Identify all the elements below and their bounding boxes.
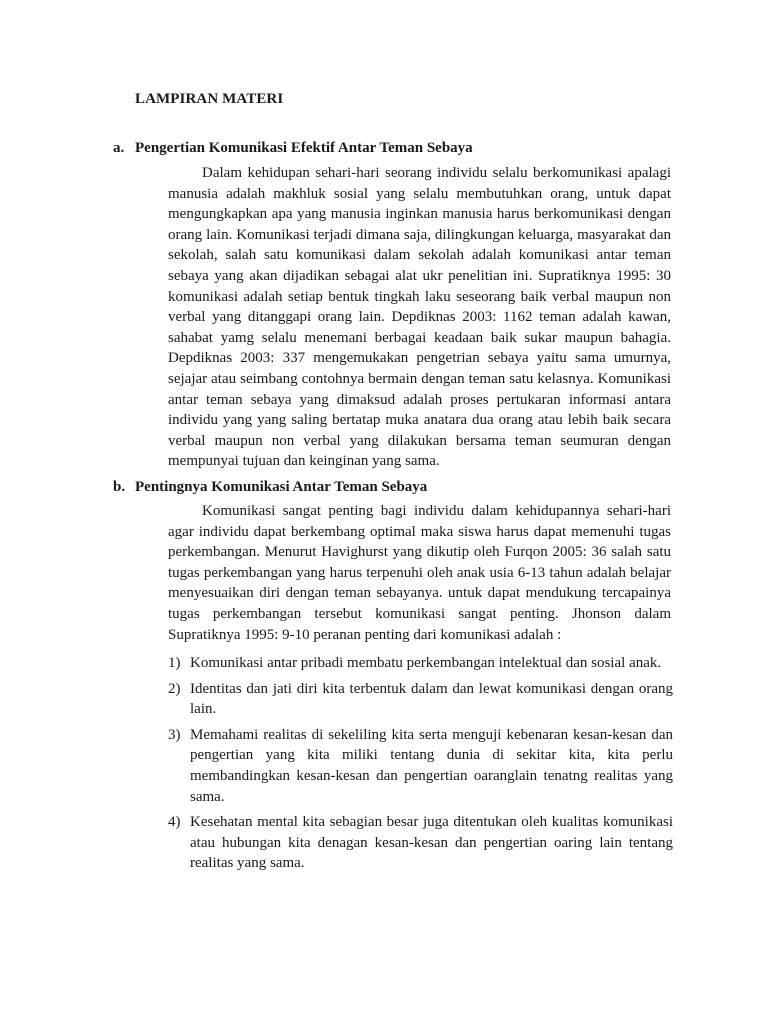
page-title: LAMPIRAN MATERI [135, 91, 284, 107]
list-item-text: Memahami realitas di sekeliling kita serta menguji kebenaran kesan-kesan dan pengertian yang kita miliki tentang dunia di sekitar kita, kita perlu membandingkan kesan-kesan dan pengertian oaranglain tenatng realitas yang sama. [190, 726, 673, 805]
list-item-text: Identitas dan jati diri kita terbentuk dalam dan lewat komunikasi dengan orang lain. [190, 680, 673, 718]
section-b-paragraph: Komunikasi sangat penting bagi individu dalam kehidupannya sehari-hari agar individu dapat berkembang optimal maka siswa harus dapat memenuhi tugas perkembangan. Menurut Havighurst yang dikutip oleh Furqon 2005: 36 salah satu tugas perkembangan yang harus terpenuhi oleh anak usia 6-13 tahun adalah belajar menyesuaikan diri dengan teman sebayanya. untuk dapat mendukung tercapainya tugas perkembangan tersebut komunikasi sangat penting. Jhonson dalam Supratiknya 1995: 9-10 peranan penting dari komunikasi adalah : [168, 503, 671, 643]
section-title-b: Pentingnya Komunikasi Antar Teman Sebaya [135, 479, 428, 495]
list-item-text: Kesehatan mental kita sebagian besar juga ditentukan oleh kualitas komunikasi atau hubungan kita denagan kesan-kesan dan pengertian oaring lain tentang realitas yang sama. [190, 814, 673, 872]
list-item-number: 1) [168, 655, 181, 671]
section-marker-b: b. [113, 479, 126, 495]
section-heading-a [113, 140, 473, 157]
section-a-paragraph: Dalam kehidupan sehari-hari seorang individu selalu berkomunikasi apalagi manusia adalah makhluk sosial yang selalu membutuhkan orang, untuk dapat mengungkapkan apa yang manusia inginkan manusia harus berkomunikasi dengan orang lain. Komunikasi terjadi dimana saja, dilingkungan keluarga, masyarakat dan sekolah, salah satu komunikasi dalam sekolah adalah komunikasi antar teman sebaya yang akan dijadikan sebagai alat ukr penelitian ini. Supratiknya 1995: 30 komunikasi adalah setiap bentuk tingkah laku seseorang baik verbal maupun non verbal yang ditanggapi orang lain. Depdiknas 2003: 1162 teman adalah kawan, sahabat yamg selalu menemani berbagai keadaan baik sukar maupun bahagia. Depdiknas 2003: 337 mengemukakan pengetrian sebaya yaitu sama umurnya, sejajar atau seimbang contohnya bermain dengan teman satu kelasnya. Komunikasi antar teman sebaya yang dimaksud adalah proses pertukaran informasi antara individu yang yang saling bertatap muka anatara dua orang atau lebih baik secara verbal maupun non verbal yang dilakukan bersama teman seumuran dengan mempunyai tujuan dan keinginan yang sama. [168, 165, 671, 470]
section-title-a: Pengertian Komunikasi Efektif Antar Teman Sebaya [135, 140, 473, 156]
section-heading-b [113, 479, 427, 496]
section-marker-a: a. [113, 140, 125, 156]
list-item-number: 4) [168, 814, 181, 831]
list-item [168, 653, 673, 674]
roles-list [168, 653, 673, 874]
list-item-text: Komunikasi antar pribadi membatu perkembangan intelektual dan sosial anak. [190, 655, 662, 671]
list-item [168, 812, 673, 874]
list-item [168, 725, 673, 807]
list-item [168, 679, 673, 720]
list-item-number: 2) [168, 680, 181, 697]
list-item-number: 3) [168, 726, 181, 743]
